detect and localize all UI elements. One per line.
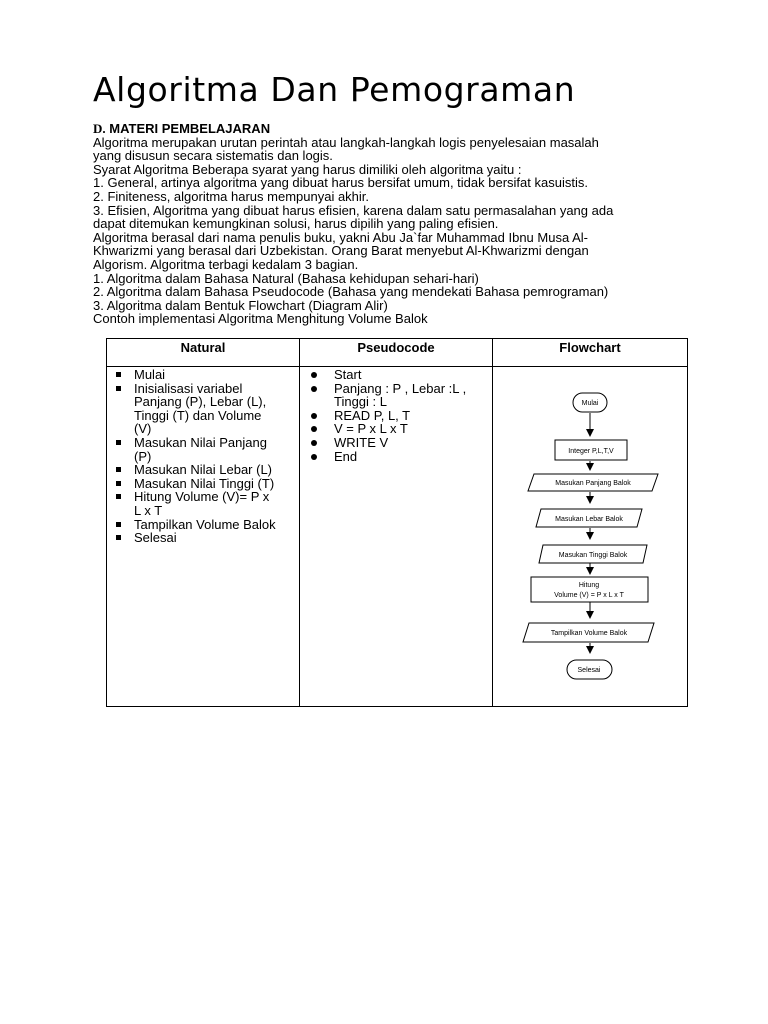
algorithm-table bbox=[106, 338, 688, 707]
list-item: READ P, L, T bbox=[300, 409, 492, 423]
flowchart-diagram bbox=[493, 367, 685, 667]
paragraph-line: 3. Algoritma dalam Bentuk Flowchart (Diagram Alir) bbox=[93, 297, 388, 313]
paragraph-line: Algoritma berasal dari nama penulis buku, yakni Abu Ja`far Muhammad Ibnu Musa Al- bbox=[93, 229, 588, 245]
table-row bbox=[107, 367, 688, 707]
init-process-label: Integer P,L,T,V bbox=[568, 448, 614, 455]
table-header-row bbox=[107, 339, 688, 367]
list-item: Panjang : P , Lebar :L , Tinggi : L bbox=[300, 382, 492, 409]
paragraph-line: 3. Efisien, Algoritma yang dibuat harus efisien, karena dalam satu permasalahan yang ada bbox=[93, 202, 614, 218]
paragraph-line: yang disusun secara sistematis dan logis. bbox=[93, 148, 333, 164]
list-item: Inisialisasi variabel Panjang (P), Lebar (L), Tinggi (T) dan Volume (V) bbox=[107, 382, 299, 436]
paragraph-line: 2. Algoritma dalam Bahasa Pseudocode (Bahasa yang mendekati Bahasa pemrograman) bbox=[93, 284, 609, 300]
list-item: Selesai bbox=[107, 531, 299, 545]
list-item: Start bbox=[300, 368, 492, 382]
calc-process-line1: Hitung bbox=[578, 582, 600, 589]
pseudocode-list bbox=[300, 368, 492, 463]
list-item: Masukan Nilai Tinggi (T) bbox=[107, 477, 299, 491]
list-item: End bbox=[300, 450, 492, 464]
header-flowchart: Flowchart bbox=[493, 339, 688, 367]
flowchart-cell bbox=[493, 367, 688, 707]
list-item: V = P x L x T bbox=[300, 422, 492, 436]
section-body bbox=[93, 122, 673, 326]
natural-list bbox=[107, 368, 299, 545]
output-label: Tampilkan Volume Balok bbox=[550, 630, 628, 637]
paragraph-line: Algorism. Algoritma terbagi kedalam 3 bagian. bbox=[93, 256, 359, 272]
input-panjang-label: Masukan Panjang Balok bbox=[555, 480, 631, 487]
calc-process-line2: Volume (V) = P x L x T bbox=[554, 592, 624, 599]
flowchart-end-area bbox=[493, 657, 685, 687]
paragraph-line: Algoritma merupakan urutan perintah atau langkah-langkah logis penyelesaian masalah bbox=[93, 134, 599, 150]
section-heading-letter: D. bbox=[93, 121, 106, 136]
input-lebar-label: Masukan Lebar Balok bbox=[555, 516, 623, 523]
list-item: WRITE V bbox=[300, 436, 492, 450]
input-tinggi-label: Masukan Tinggi Balok bbox=[558, 552, 628, 559]
section-heading-text: MATERI PEMBELAJARAN bbox=[109, 121, 271, 136]
paragraph-line: Syarat Algoritma Beberapa syarat yang harus dimiliki oleh algoritma yaitu : bbox=[93, 161, 522, 177]
pseudocode-cell bbox=[300, 367, 493, 707]
paragraph-line: 1. Algoritma dalam Bahasa Natural (Bahasa kehidupan sehari-hari) bbox=[93, 270, 479, 286]
terminal-start-label: Mulai bbox=[581, 400, 599, 407]
paragraph-line: Contoh implementasi Algoritma Menghitung Volume Balok bbox=[93, 311, 428, 327]
list-item: Hitung Volume (V)= P x L x T bbox=[107, 490, 299, 517]
list-item: Masukan Nilai Lebar (L) bbox=[107, 463, 299, 477]
paragraph-line: Khwarizmi yang berasal dari Uzbekistan. Orang Barat menyebut Al-Khwarizmi dengan bbox=[93, 243, 589, 259]
list-item: Mulai bbox=[107, 368, 299, 382]
document-title: Algoritma Dan Pemograman bbox=[93, 70, 576, 109]
natural-cell bbox=[107, 367, 300, 707]
header-natural: Natural bbox=[107, 339, 300, 367]
paragraph-line: 1. General, artinya algoritma yang dibuat harus bersifat umum, tidak bersifat kasuistis. bbox=[93, 175, 588, 191]
header-pseudocode: Pseudocode bbox=[300, 339, 493, 367]
list-item: Masukan Nilai Panjang (P) bbox=[107, 436, 299, 463]
list-item: Tampilkan Volume Balok bbox=[107, 518, 299, 532]
paragraph-line: dapat ditemukan kemungkinan solusi, harus dipilih yang paling efisien. bbox=[93, 216, 499, 232]
paragraph-line: 2. Finiteness, algoritma harus mempunyai akhir. bbox=[93, 188, 370, 204]
section-heading bbox=[93, 122, 673, 136]
terminal-end-label: Selesai bbox=[577, 667, 601, 674]
